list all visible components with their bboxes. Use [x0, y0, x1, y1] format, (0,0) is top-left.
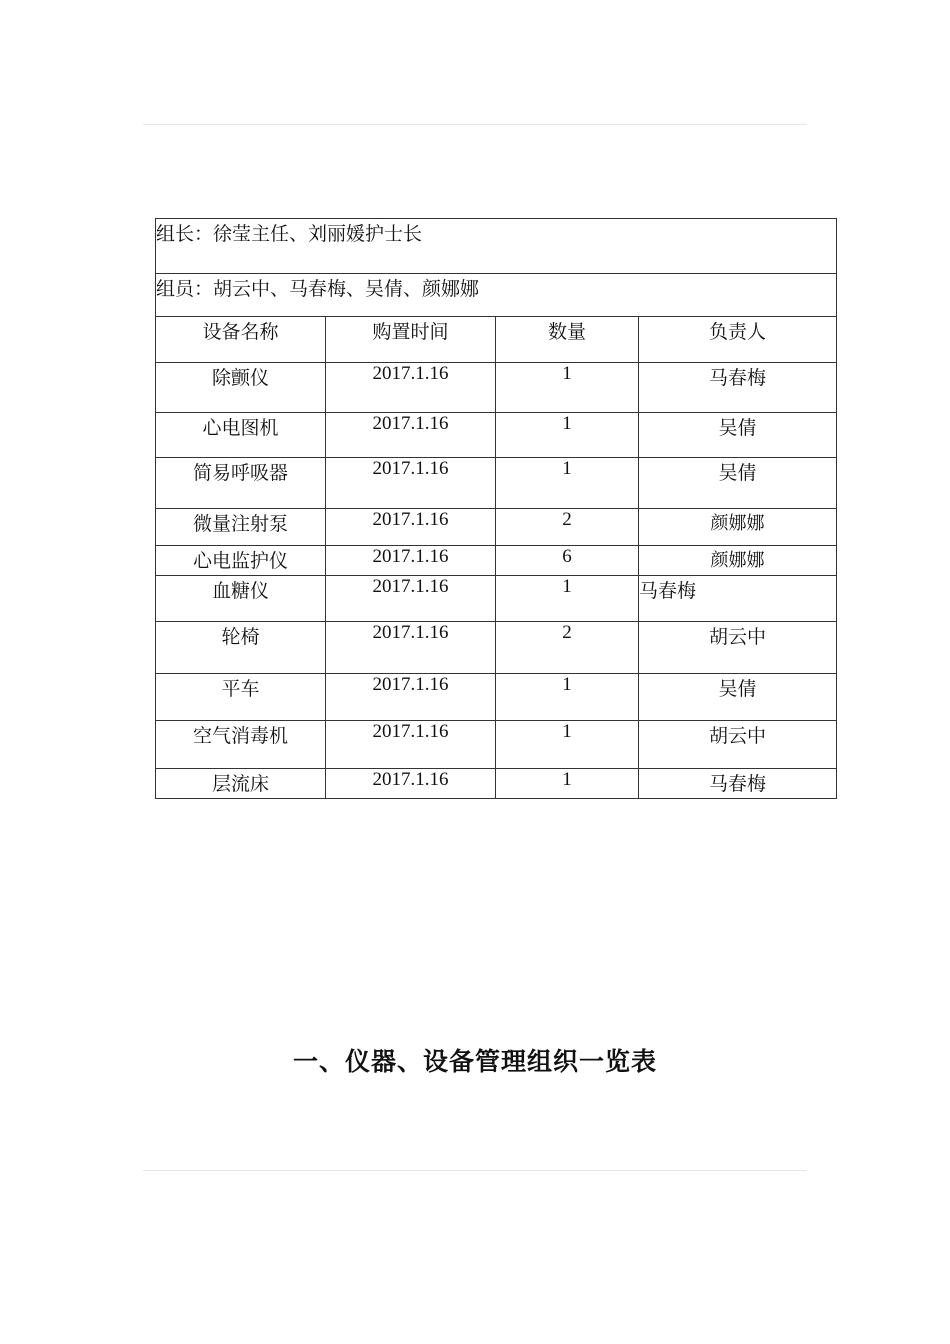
cell-name: 层流床 [156, 769, 326, 799]
cell-name: 轮椅 [156, 622, 326, 674]
cell-name: 简易呼吸器 [156, 458, 326, 509]
table-row [156, 458, 837, 509]
cell-qty: 6 [496, 546, 639, 576]
cell-date: 2017.1.16 [326, 413, 496, 458]
equipment-table [155, 218, 837, 799]
header-purchase-date: 购置时间 [326, 317, 496, 363]
cell-date: 2017.1.16 [326, 363, 496, 413]
cell-name: 除颤仪 [156, 363, 326, 413]
cell-owner: 吴倩 [639, 413, 837, 458]
cell-name: 心电图机 [156, 413, 326, 458]
cell-date: 2017.1.16 [326, 458, 496, 509]
cell-qty: 1 [496, 576, 639, 622]
cell-date: 2017.1.16 [326, 576, 496, 622]
cell-qty: 1 [496, 363, 639, 413]
cell-qty: 1 [496, 769, 639, 799]
cell-name: 心电监护仪 [156, 546, 326, 576]
cell-qty: 2 [496, 509, 639, 546]
group-members-row [156, 274, 837, 317]
cell-name: 空气消毒机 [156, 721, 326, 769]
cell-date: 2017.1.16 [326, 622, 496, 674]
header-equipment-name: 设备名称 [156, 317, 326, 363]
header-quantity: 数量 [496, 317, 639, 363]
cell-owner: 马春梅 [639, 576, 837, 622]
cell-qty: 2 [496, 622, 639, 674]
cell-date: 2017.1.16 [326, 546, 496, 576]
table-row [156, 363, 837, 413]
section-heading: 一、仪器、设备管理组织一览表 [292, 1047, 657, 1076]
cell-owner: 颜娜娜 [639, 509, 837, 546]
group-leader-row [156, 219, 837, 274]
cell-owner: 颜娜娜 [639, 546, 837, 576]
footer-rule [143, 1170, 807, 1171]
table-row [156, 622, 837, 674]
cell-qty: 1 [496, 413, 639, 458]
cell-date: 2017.1.16 [326, 769, 496, 799]
table-row [156, 721, 837, 769]
cell-date: 2017.1.16 [326, 674, 496, 721]
cell-owner: 吴倩 [639, 674, 837, 721]
table-row [156, 674, 837, 721]
cell-qty: 1 [496, 458, 639, 509]
table-row [156, 509, 837, 546]
table-row [156, 413, 837, 458]
cell-owner: 胡云中 [639, 622, 837, 674]
header-rule [143, 124, 807, 125]
group-members-text: 组员：胡云中、马春梅、吴倩、颜娜娜 [156, 274, 837, 317]
table-row [156, 546, 837, 576]
cell-owner: 吴倩 [639, 458, 837, 509]
cell-date: 2017.1.16 [326, 509, 496, 546]
cell-owner: 胡云中 [639, 721, 837, 769]
cell-name: 微量注射泵 [156, 509, 326, 546]
group-leader-text: 组长：徐莹主任、刘丽媛护士长 [156, 219, 837, 274]
cell-owner: 马春梅 [639, 363, 837, 413]
cell-name: 血糖仪 [156, 576, 326, 622]
table-row [156, 769, 837, 799]
cell-qty: 1 [496, 674, 639, 721]
cell-name: 平车 [156, 674, 326, 721]
cell-date: 2017.1.16 [326, 721, 496, 769]
cell-owner: 马春梅 [639, 769, 837, 799]
table-row [156, 576, 837, 622]
table-header-row [156, 317, 837, 363]
cell-qty: 1 [496, 721, 639, 769]
header-owner: 负责人 [639, 317, 837, 363]
